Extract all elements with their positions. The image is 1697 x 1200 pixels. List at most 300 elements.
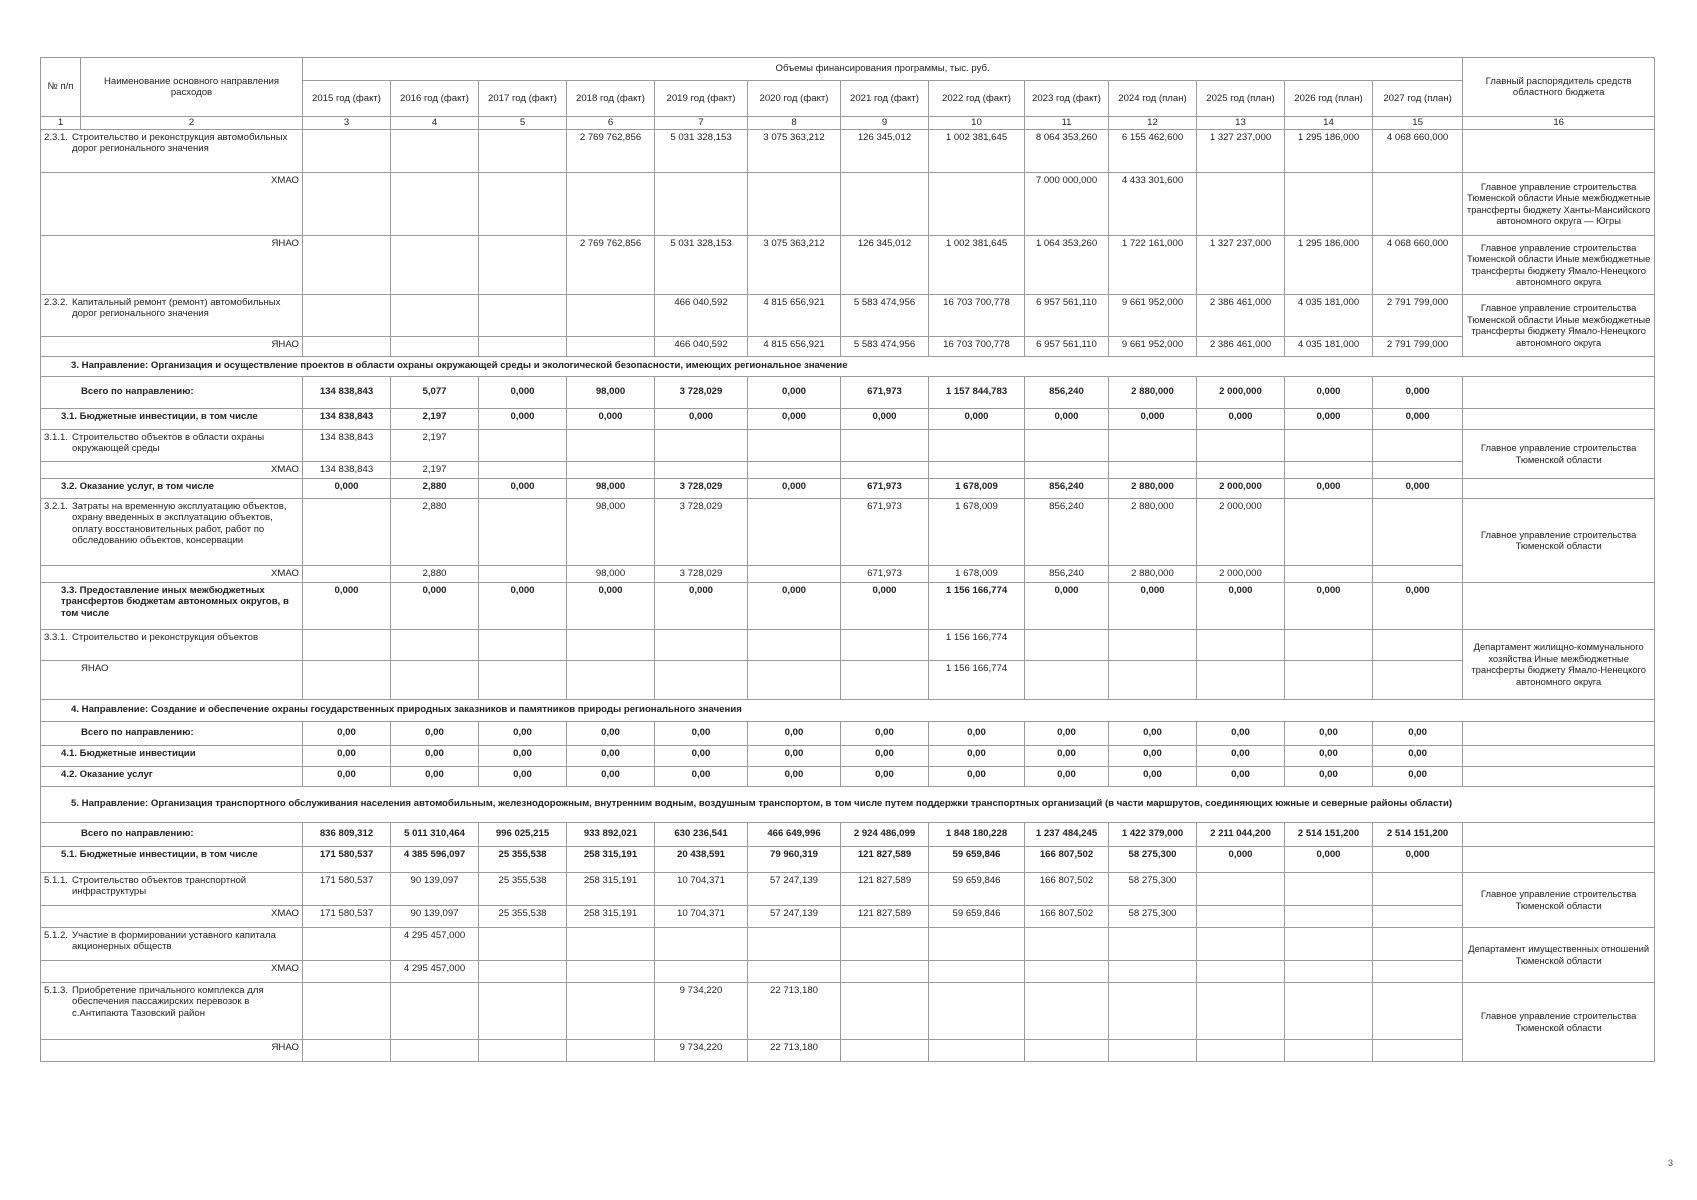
value-cell: 1 156 166,774 — [929, 629, 1025, 660]
value-cell — [1197, 960, 1285, 982]
value-cell: 3 075 363,212 — [748, 235, 841, 294]
value-cell: 856,240 — [1025, 565, 1109, 582]
value-cell — [479, 172, 567, 235]
value-cell — [479, 629, 567, 660]
value-cell: 22 713,180 — [748, 982, 841, 1039]
value-cell — [748, 960, 841, 982]
value-cell: 98,000 — [567, 376, 655, 408]
item-label — [44, 875, 299, 898]
item-label — [44, 985, 299, 1020]
item-text: Участие в формировании уставного капитала акционерных обществ — [72, 929, 276, 952]
value-cell: 0,00 — [1025, 745, 1109, 766]
value-cell: 2 514 151,200 — [1285, 822, 1373, 846]
value-cell — [655, 461, 748, 478]
value-cell: 6 957 561,110 — [1025, 336, 1109, 356]
value-cell: 0,000 — [748, 582, 841, 629]
value-cell: 0,00 — [1109, 766, 1197, 786]
value-cell: 0,00 — [479, 766, 567, 786]
value-cell: 4 035 181,000 — [1285, 294, 1373, 336]
value-cell — [391, 172, 479, 235]
column-number: 7 — [655, 117, 748, 130]
value-cell: 466 040,592 — [655, 336, 748, 356]
value-cell: 166 807,502 — [1025, 846, 1109, 872]
value-cell — [479, 660, 567, 699]
value-cell: 121 827,589 — [841, 846, 929, 872]
distributor-cell: Главное управление строительства Тюменской области — [1463, 429, 1655, 478]
header-year: 2021 год (факт) — [841, 81, 929, 117]
value-cell: 171 580,537 — [303, 905, 391, 927]
value-cell: 59 659,846 — [929, 905, 1025, 927]
subtotal-label: 5.1. Бюджетные инвестиции, в том числе — [41, 846, 303, 872]
value-cell — [1285, 172, 1373, 235]
value-cell: 1 678,009 — [929, 565, 1025, 582]
table-row — [41, 660, 1655, 699]
value-cell: 0,000 — [1373, 582, 1463, 629]
value-cell: 25 355,538 — [479, 872, 567, 905]
value-cell — [479, 982, 567, 1039]
value-cell — [479, 129, 567, 172]
value-cell: 6 155 462,600 — [1109, 129, 1197, 172]
table-row — [41, 356, 1655, 376]
value-cell — [1197, 1039, 1285, 1061]
value-cell: 0,00 — [567, 766, 655, 786]
value-cell: 8 064 353,260 — [1025, 129, 1109, 172]
value-cell: 59 659,846 — [929, 872, 1025, 905]
value-cell — [567, 461, 655, 478]
column-number: 12 — [1109, 117, 1197, 130]
value-cell — [303, 235, 391, 294]
header-name: Наименование основного направления расходов — [81, 58, 303, 117]
value-cell: 2 924 486,099 — [841, 822, 929, 846]
value-cell: 0,000 — [655, 582, 748, 629]
value-cell: 258 315,191 — [567, 872, 655, 905]
value-cell: 1 848 180,228 — [929, 822, 1025, 846]
value-cell: 0,000 — [748, 376, 841, 408]
value-cell: 0,00 — [1285, 766, 1373, 786]
value-cell: 0,000 — [303, 478, 391, 498]
value-cell — [1109, 1039, 1197, 1061]
value-cell: 25 355,538 — [479, 846, 567, 872]
item-name-cell — [41, 498, 303, 565]
table-row — [41, 721, 1655, 745]
value-cell: 79 960,319 — [748, 846, 841, 872]
value-cell: 134 838,843 — [303, 408, 391, 429]
value-cell: 0,000 — [567, 582, 655, 629]
value-cell — [929, 960, 1025, 982]
value-cell — [303, 498, 391, 565]
value-cell: 1 156 166,774 — [929, 582, 1025, 629]
item-label — [44, 501, 299, 547]
value-cell: 57 247,139 — [748, 872, 841, 905]
value-cell — [479, 565, 567, 582]
value-cell: 2 880,000 — [1109, 565, 1197, 582]
value-cell: 7 000 000,000 — [1025, 172, 1109, 235]
distributor-cell: Главное управление строительства Тюменской области — [1463, 498, 1655, 582]
value-cell: 2 386 461,000 — [1197, 336, 1285, 356]
value-cell: 0,00 — [1109, 721, 1197, 745]
item-code: 5.1.2. — [44, 929, 69, 941]
value-cell — [1373, 982, 1463, 1039]
value-cell: 466 040,592 — [655, 294, 748, 336]
table-row — [41, 498, 1655, 565]
value-cell — [479, 498, 567, 565]
table-row — [41, 846, 1655, 872]
table-row — [41, 129, 1655, 172]
value-cell: 90 139,097 — [391, 905, 479, 927]
value-cell: 0,00 — [748, 721, 841, 745]
value-cell: 5 583 474,956 — [841, 336, 929, 356]
value-cell: 2 791 799,000 — [1373, 336, 1463, 356]
item-label — [44, 930, 299, 953]
value-cell: 0,00 — [655, 766, 748, 786]
table-row — [41, 336, 1655, 356]
value-cell: 1 002 381,645 — [929, 129, 1025, 172]
value-cell: 0,00 — [303, 745, 391, 766]
header-year: 2023 год (факт) — [1025, 81, 1109, 117]
empty-cell — [1463, 129, 1655, 172]
value-cell: 6 957 561,110 — [1025, 294, 1109, 336]
table-row — [41, 905, 1655, 927]
value-cell: 2,197 — [391, 429, 479, 461]
value-cell: 0,000 — [655, 408, 748, 429]
item-name-cell — [41, 129, 303, 172]
value-cell: 90 139,097 — [391, 872, 479, 905]
value-cell: 0,000 — [748, 408, 841, 429]
value-cell: 3 728,029 — [655, 376, 748, 408]
table-row — [41, 745, 1655, 766]
value-cell — [479, 336, 567, 356]
value-cell — [479, 235, 567, 294]
value-cell — [1285, 960, 1373, 982]
header-year: 2018 год (факт) — [567, 81, 655, 117]
value-cell: 1 295 186,000 — [1285, 235, 1373, 294]
value-cell — [1197, 172, 1285, 235]
value-cell: 933 892,021 — [567, 822, 655, 846]
value-cell: 98,000 — [567, 478, 655, 498]
value-cell — [748, 629, 841, 660]
value-cell: 2 514 151,200 — [1373, 822, 1463, 846]
value-cell: 856,240 — [1025, 478, 1109, 498]
subtotal-label: 3.2. Оказание услуг, в том числе — [41, 478, 303, 498]
value-cell: 0,000 — [479, 582, 567, 629]
table-row — [41, 172, 1655, 235]
value-cell: 98,000 — [567, 498, 655, 565]
column-number: 2 — [81, 117, 303, 130]
value-cell: 0,00 — [841, 766, 929, 786]
value-cell — [841, 927, 929, 960]
table-row — [41, 699, 1655, 721]
subtotal-label: Всего по направлению: — [41, 822, 303, 846]
value-cell — [1373, 172, 1463, 235]
value-cell: 0,000 — [1285, 846, 1373, 872]
value-cell: 0,00 — [1197, 721, 1285, 745]
value-cell: 9 734,220 — [655, 1039, 748, 1061]
value-cell: 58 275,300 — [1109, 905, 1197, 927]
value-cell — [1285, 905, 1373, 927]
table-row — [41, 461, 1655, 478]
value-cell — [303, 1039, 391, 1061]
value-cell: 22 713,180 — [748, 1039, 841, 1061]
value-cell: 1 157 844,783 — [929, 376, 1025, 408]
value-cell: 1 237 484,245 — [1025, 822, 1109, 846]
value-cell: 126 345,012 — [841, 129, 929, 172]
empty-cell — [1463, 408, 1655, 429]
value-cell — [748, 429, 841, 461]
distributor-cell: Департамент жилищно-коммунального хозяйства Иные межбюджетные трансферты бюджету Ямало-Ненецкого автономного округа — [1463, 629, 1655, 699]
item-text: Строительство объектов транспортной инфраструктуры — [72, 874, 247, 897]
value-cell — [1025, 461, 1109, 478]
value-cell — [1373, 872, 1463, 905]
value-cell — [479, 1039, 567, 1061]
value-cell: 0,00 — [655, 721, 748, 745]
table-row — [41, 927, 1655, 960]
table-row — [41, 478, 1655, 498]
value-cell: 4 068 660,000 — [1373, 235, 1463, 294]
region-label: ХМАО — [41, 905, 303, 927]
value-cell: 0,000 — [391, 582, 479, 629]
value-cell: 0,000 — [1025, 408, 1109, 429]
table-row — [41, 766, 1655, 786]
item-label — [44, 432, 299, 455]
item-text: Приобретение причального комплекса для обеспечения пассажирских перевозок в с.Антипаюта Тазовский район — [72, 984, 264, 1019]
header-no: № п/п — [41, 58, 81, 117]
subtotal-label: 3.1. Бюджетные инвестиции, в том числе — [41, 408, 303, 429]
value-cell — [1109, 629, 1197, 660]
region-label: ХМАО — [41, 172, 303, 235]
column-number: 15 — [1373, 117, 1463, 130]
value-cell: 258 315,191 — [567, 846, 655, 872]
value-cell — [391, 235, 479, 294]
value-cell: 0,00 — [1197, 745, 1285, 766]
value-cell: 0,000 — [841, 408, 929, 429]
value-cell — [655, 172, 748, 235]
value-cell: 0,000 — [748, 478, 841, 498]
value-cell: 0,000 — [1025, 582, 1109, 629]
empty-cell — [1463, 846, 1655, 872]
value-cell — [655, 629, 748, 660]
value-cell — [748, 565, 841, 582]
value-cell — [1285, 872, 1373, 905]
table-row — [41, 960, 1655, 982]
value-cell: 4 035 181,000 — [1285, 336, 1373, 356]
value-cell: 126 345,012 — [841, 235, 929, 294]
value-cell: 0,00 — [748, 766, 841, 786]
column-number: 13 — [1197, 117, 1285, 130]
value-cell — [567, 927, 655, 960]
value-cell: 10 704,371 — [655, 905, 748, 927]
value-cell — [1109, 461, 1197, 478]
value-cell: 0,00 — [391, 745, 479, 766]
value-cell: 996 025,215 — [479, 822, 567, 846]
value-cell — [929, 927, 1025, 960]
value-cell: 0,00 — [1025, 721, 1109, 745]
header-year: 2019 год (факт) — [655, 81, 748, 117]
table-row — [41, 235, 1655, 294]
value-cell — [1373, 927, 1463, 960]
value-cell — [841, 629, 929, 660]
item-label — [44, 297, 299, 320]
value-cell — [391, 129, 479, 172]
value-cell: 671,973 — [841, 565, 929, 582]
value-cell: 0,000 — [479, 408, 567, 429]
value-cell: 1 002 381,645 — [929, 235, 1025, 294]
table-row — [41, 582, 1655, 629]
region-label: ХМАО — [41, 461, 303, 478]
value-cell: 0,00 — [303, 766, 391, 786]
value-cell: 1 295 186,000 — [1285, 129, 1373, 172]
value-cell — [1373, 461, 1463, 478]
value-cell: 0,00 — [1373, 745, 1463, 766]
empty-cell — [1463, 376, 1655, 408]
value-cell: 1 156 166,774 — [929, 660, 1025, 699]
value-cell — [841, 960, 929, 982]
section-title: 4. Направление: Создание и обеспечение охраны государственных природных заказников и памятников природы регионального значения — [41, 699, 1655, 721]
value-cell — [655, 927, 748, 960]
value-cell: 0,000 — [303, 582, 391, 629]
value-cell: 134 838,843 — [303, 461, 391, 478]
value-cell: 9 734,220 — [655, 982, 748, 1039]
value-cell — [303, 172, 391, 235]
value-cell: 9 661 952,000 — [1109, 336, 1197, 356]
value-cell — [929, 461, 1025, 478]
value-cell: 0,000 — [841, 582, 929, 629]
value-cell — [1285, 565, 1373, 582]
value-cell: 5 011 310,464 — [391, 822, 479, 846]
value-cell: 2 000,000 — [1197, 376, 1285, 408]
item-name-cell — [41, 429, 303, 461]
value-cell: 3 728,029 — [655, 498, 748, 565]
value-cell — [391, 982, 479, 1039]
value-cell — [1025, 960, 1109, 982]
table-row — [41, 429, 1655, 461]
value-cell — [391, 1039, 479, 1061]
value-cell — [567, 294, 655, 336]
item-code: 3.3.1. — [44, 631, 69, 643]
distributor-cell: Департамент имущественных отношений Тюменской области — [1463, 927, 1655, 982]
value-cell: 4 815 656,921 — [748, 294, 841, 336]
item-text: Строительство и реконструкция объектов — [72, 631, 259, 643]
header-year: 2024 год (план) — [1109, 81, 1197, 117]
header-year: 2016 год (факт) — [391, 81, 479, 117]
distributor-cell: Главное управление строительства Тюменской области — [1463, 982, 1655, 1061]
empty-cell — [1463, 766, 1655, 786]
value-cell: 121 827,589 — [841, 905, 929, 927]
table-row — [41, 822, 1655, 846]
value-cell: 4 815 656,921 — [748, 336, 841, 356]
value-cell: 1 064 353,260 — [1025, 235, 1109, 294]
value-cell — [391, 629, 479, 660]
value-cell: 0,000 — [1109, 408, 1197, 429]
value-cell: 0,000 — [1285, 408, 1373, 429]
value-cell — [1373, 905, 1463, 927]
value-cell: 58 275,300 — [1109, 846, 1197, 872]
value-cell: 5 031 328,153 — [655, 235, 748, 294]
value-cell — [1373, 960, 1463, 982]
column-number: 6 — [567, 117, 655, 130]
value-cell: 0,00 — [1025, 766, 1109, 786]
value-cell: 4 295 457,000 — [391, 960, 479, 982]
value-cell: 671,973 — [841, 478, 929, 498]
region-label: ХМАО — [41, 565, 303, 582]
value-cell — [1373, 429, 1463, 461]
value-cell — [1197, 461, 1285, 478]
empty-cell — [1463, 745, 1655, 766]
value-cell — [391, 294, 479, 336]
value-cell — [1109, 982, 1197, 1039]
value-cell: 0,00 — [1285, 745, 1373, 766]
value-cell — [567, 172, 655, 235]
table-row — [41, 872, 1655, 905]
value-cell: 630 236,541 — [655, 822, 748, 846]
value-cell: 59 659,846 — [929, 846, 1025, 872]
header-funding: Объемы финансирования программы, тыс. руб. — [303, 58, 1463, 81]
column-number: 16 — [1463, 117, 1655, 130]
region-label: ЯНАО — [41, 1039, 303, 1061]
value-cell: 3 728,029 — [655, 565, 748, 582]
value-cell: 2 000,000 — [1197, 478, 1285, 498]
value-cell: 466 649,996 — [748, 822, 841, 846]
value-cell — [1197, 905, 1285, 927]
value-cell: 0,00 — [479, 721, 567, 745]
item-text: Строительство объектов в области охраны окружающей среды — [72, 431, 265, 454]
value-cell: 3 728,029 — [655, 478, 748, 498]
value-cell — [303, 660, 391, 699]
value-cell — [479, 294, 567, 336]
value-cell — [479, 927, 567, 960]
value-cell: 0,00 — [929, 766, 1025, 786]
value-cell: 671,973 — [841, 376, 929, 408]
item-label — [44, 632, 299, 644]
value-cell: 171 580,537 — [303, 872, 391, 905]
value-cell — [655, 660, 748, 699]
header-year: 2026 год (план) — [1285, 81, 1373, 117]
value-cell: 0,00 — [1109, 745, 1197, 766]
column-number: 1 — [41, 117, 81, 130]
value-cell: 0,000 — [1285, 478, 1373, 498]
item-label — [44, 132, 299, 155]
value-cell: 2 880,000 — [1109, 478, 1197, 498]
value-cell — [391, 660, 479, 699]
table-row — [41, 376, 1655, 408]
value-cell: 2,880 — [391, 498, 479, 565]
value-cell — [567, 960, 655, 982]
table-row — [41, 565, 1655, 582]
value-cell — [567, 629, 655, 660]
value-cell: 0,000 — [1285, 582, 1373, 629]
table-row — [41, 408, 1655, 429]
item-code: 3.2.1. — [44, 500, 69, 512]
item-code: 2.3.1. — [44, 131, 69, 143]
value-cell — [1285, 461, 1373, 478]
value-cell: 0,000 — [479, 376, 567, 408]
empty-cell — [1463, 721, 1655, 745]
value-cell: 0,000 — [1197, 846, 1285, 872]
item-code: 5.1.1. — [44, 874, 69, 886]
value-cell — [1373, 629, 1463, 660]
value-cell — [303, 565, 391, 582]
value-cell: 121 827,589 — [841, 872, 929, 905]
value-cell — [567, 982, 655, 1039]
value-cell: 2,880 — [391, 565, 479, 582]
value-cell — [1025, 1039, 1109, 1061]
value-cell: 1 678,009 — [929, 478, 1025, 498]
value-cell — [303, 982, 391, 1039]
value-cell — [1285, 429, 1373, 461]
value-cell: 671,973 — [841, 498, 929, 565]
value-cell — [479, 461, 567, 478]
value-cell: 0,00 — [655, 745, 748, 766]
empty-cell — [1463, 478, 1655, 498]
